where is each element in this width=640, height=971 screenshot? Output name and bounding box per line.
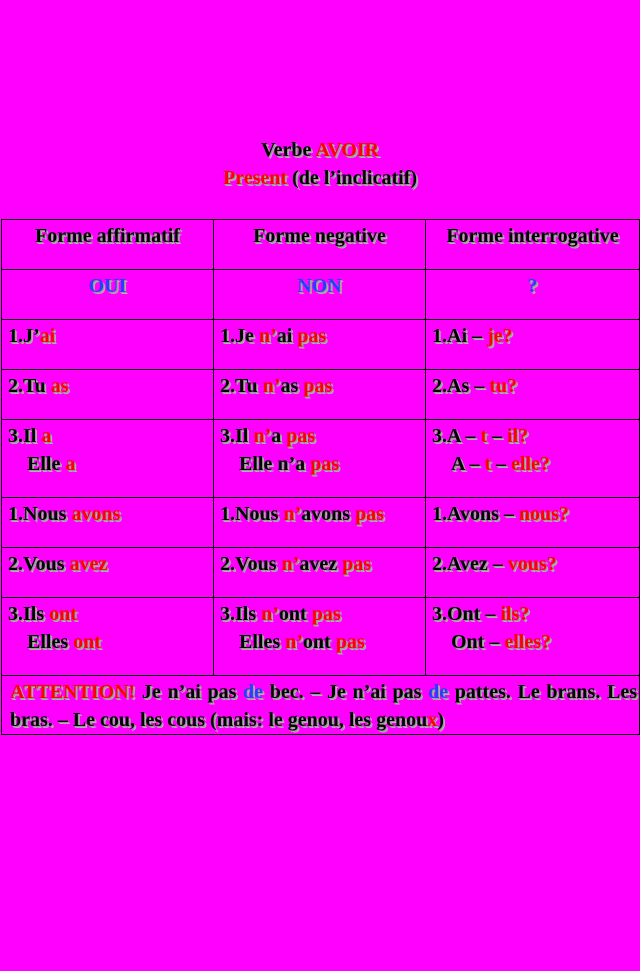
cell-affirmative: 1.Nous avons (2, 498, 214, 548)
title-prefix: Verbe (261, 139, 312, 161)
table-row (2, 420, 640, 498)
answer-row (2, 270, 640, 320)
table-row (2, 498, 640, 548)
cell-negative: 2.Tu n’as pas (214, 370, 426, 420)
attention-note: ATTENTION! Je n’ai pas de bec. – Je n’ai pas de pattes. Le brans. Les bras. – Le cou, les cous (mais: le genou, les genoux) (2, 676, 640, 735)
note-row (2, 676, 640, 735)
cell-negative: 1.Je n’ai pas (214, 320, 426, 370)
cell-interrogative: 1.Ai – je? (426, 320, 640, 370)
attention-label: ATTENTION! (10, 681, 136, 703)
cell-affirmative: 1.J’ai (2, 320, 214, 370)
cell-affirmative: 2.Vous avez (2, 548, 214, 598)
cell-interrogative: 3.A – t – il? A – t – elle? (426, 420, 640, 498)
title-verb: AVOIR (315, 139, 379, 161)
cell-negative: 2.Vous n’avez pas (214, 548, 426, 598)
cell-interrogative: 1.Avons – nous? (426, 498, 640, 548)
answer-non: NON (214, 270, 426, 320)
title-line-tense (0, 164, 640, 192)
cell-affirmative: 3.Ils ont Elles ont (2, 598, 214, 676)
cell-negative: 3.Ils n’ont pas Elles n’ont pas (214, 598, 426, 676)
header-interrogative: Forme interrogative (426, 220, 640, 270)
answer-oui: OUI (2, 270, 214, 320)
cell-affirmative: 2.Tu as (2, 370, 214, 420)
cell-interrogative: 2.As – tu? (426, 370, 640, 420)
table-row (2, 370, 640, 420)
title-mood: (de l’inclicatif) (292, 167, 418, 189)
cell-negative: 1.Nous n’avons pas (214, 498, 426, 548)
header-affirmative: Forme affirmatif (2, 220, 214, 270)
cell-affirmative: 3.Il a Elle a (2, 420, 214, 498)
table-row (2, 320, 640, 370)
table-row (2, 598, 640, 676)
title-tense: Present (222, 167, 288, 189)
cell-interrogative: 2.Avez – vous? (426, 548, 640, 598)
cell-interrogative: 3.Ont – ils? Ont – elles? (426, 598, 640, 676)
conjugation-table (1, 219, 640, 735)
cell-negative: 3.Il n’a pas Elle n’a pas (214, 420, 426, 498)
page-title (0, 136, 640, 192)
answer-question: ? (426, 270, 640, 320)
header-row (2, 220, 640, 270)
table-row (2, 548, 640, 598)
title-line-verb (0, 136, 640, 164)
header-negative: Forme negative (214, 220, 426, 270)
